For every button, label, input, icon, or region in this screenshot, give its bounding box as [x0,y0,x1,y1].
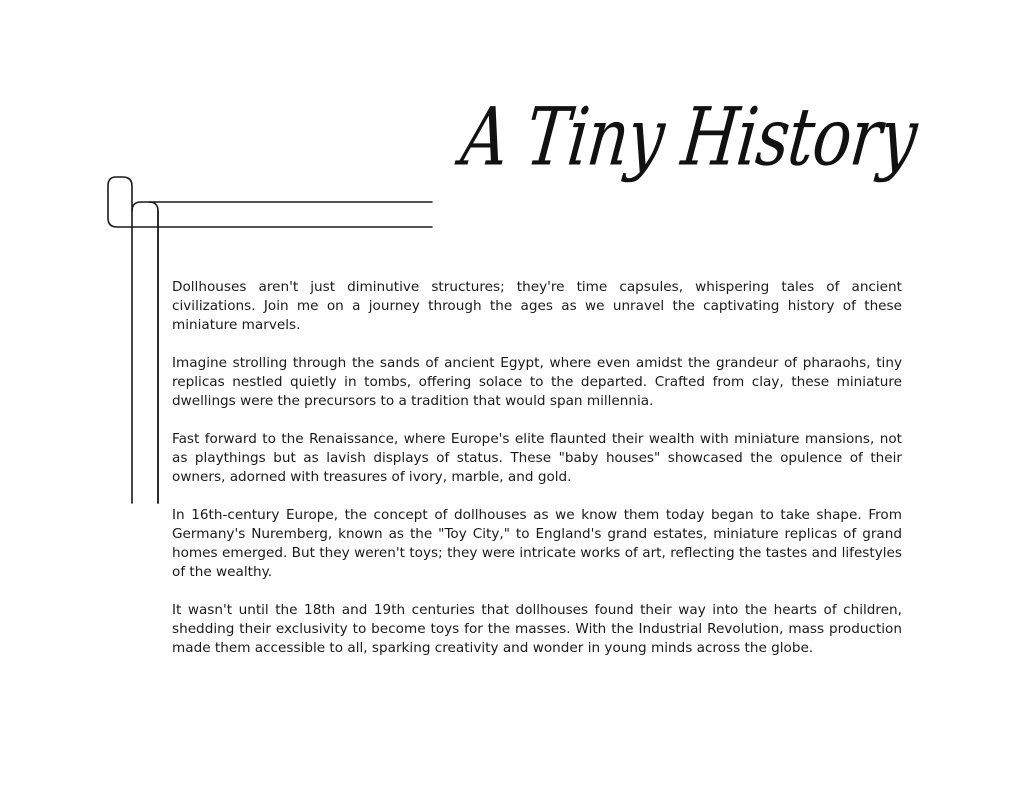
paragraph-16th-century: In 16th-century Europe, the concept of dollhouses as we know them today began to take shape. From Germany's Nuremberg, known as the "Toy City," to England's grand estates, miniature replicas of grand homes emerged. But they weren't toys; they were intricate works of art, reflecting the tastes and lifestyles of the wealthy. [172,507,902,580]
page-title: A Tiny History [457,91,921,185]
paragraph-industrial-era: It wasn't until the 18th and 19th centuries that dollhouses found their way into the hearts of children, shedding their exclusivity to become toys for the masses. With the Industrial Revolution, mass production made them accessible to all, sparking creativity and wonder in young minds across the globe. [172,602,902,656]
article-body [172,278,902,677]
paragraph-renaissance: Fast forward to the Renaissance, where Europe's elite flaunted their wealth with miniature mansions, not as playthings but as lavish displays of status. These "baby houses" showcased the opulence of their owners, adorned with treasures of ivory, marble, and gold. [172,431,902,485]
paragraph-egypt: Imagine strolling through the sands of ancient Egypt, where even amidst the grandeur of pharaohs, tiny replicas nestled quietly in tombs, offering solace to the departed. Crafted from clay, these miniature dwellings were the precursors to a tradition that would span millennia. [172,355,902,409]
paragraph-intro: Dollhouses aren't just diminutive structures; they're time capsules, whispering tales of ancient civilizations. Join me on a journey through the ages as we unravel the captivating history of these miniature marvels. [172,279,902,333]
